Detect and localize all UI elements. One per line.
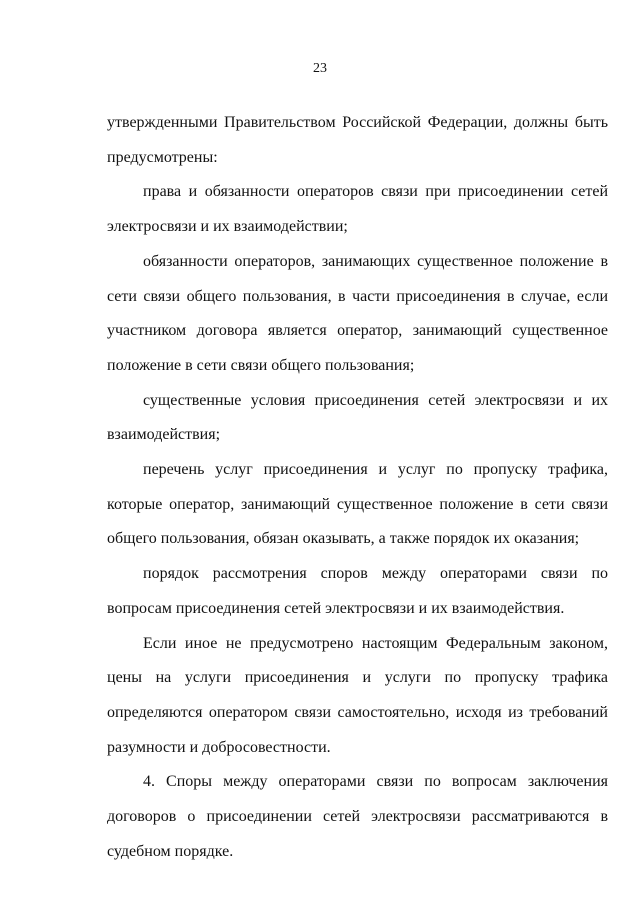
page-number: 23 — [313, 61, 327, 76]
paragraph-list-item-duties: обязанности операторов, занимающих существенное положение в сети связи общего пользования, в части присоединения в случае, если участником договора является оператор, занимающий существенное положение в сети связи общего пользования; — [107, 252, 608, 374]
paragraph-item-4: 4. Споры между операторами связи по вопросам заключения договоров о присоединении сетей электросвязи рассматриваются в судебном порядке. — [107, 773, 608, 860]
paragraph-list-item-rights: права и обязанности операторов связи при присоединении сетей электросвязи и их взаимодействии; — [107, 183, 608, 236]
document-body — [107, 106, 608, 869]
paragraph-list-item-disputes: порядок рассмотрения споров между операторами связи по вопросам присоединения сетей электросвязи и их взаимодействия. — [107, 565, 608, 617]
paragraph-continuation: утвержденными Правительством Российской Федерации, должны быть предусмотрены: — [107, 114, 608, 166]
paragraph-list-item-services: перечень услуг присоединения и услуг по пропуску трафика, которые оператор, занимающий существенное положение в сети связи общего пользования, обязан оказывать, а также порядок их оказания; — [107, 461, 608, 548]
paragraph-pricing: Если иное не предусмотрено настоящим Федеральным законом, цены на услуги присоединения и услуги по пропуску трафика определяются оператором связи самостоятельно, исходя из требований разумности и добросовестности. — [107, 634, 608, 756]
paragraph-list-item-conditions: существенные условия присоединения сетей электросвязи и их взаимодействия; — [107, 391, 608, 444]
